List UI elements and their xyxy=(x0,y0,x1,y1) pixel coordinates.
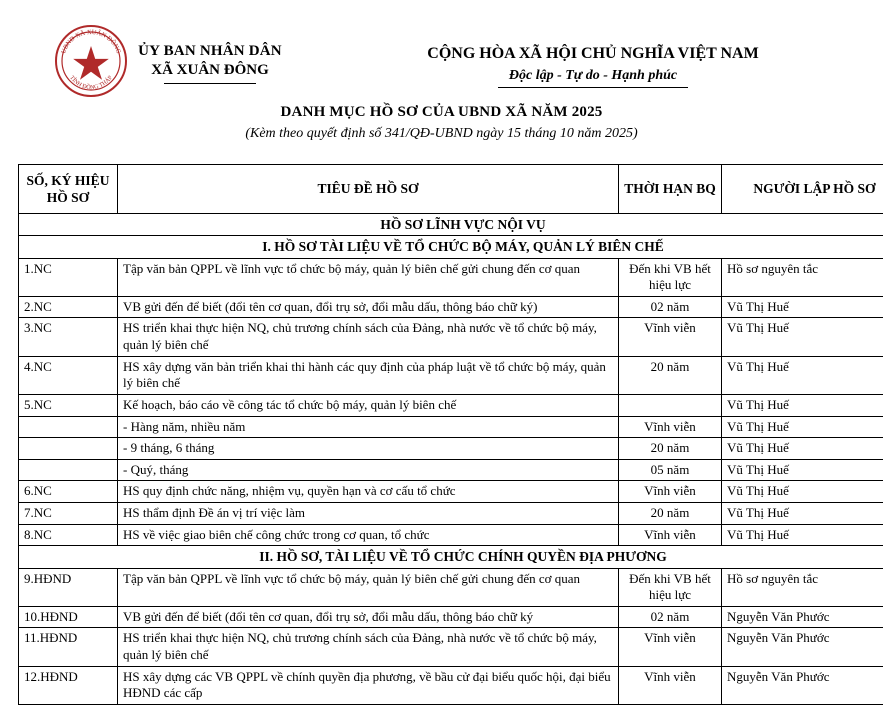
table-row xyxy=(19,394,883,416)
cell-code: 11.HĐND xyxy=(19,628,118,666)
table-row xyxy=(19,459,883,481)
org-name-line1: ỦY BAN NHÂN DÂN xyxy=(90,42,330,61)
table-row xyxy=(19,606,883,628)
cell-title: HS triển khai thực hiện NQ, chủ trương chính sách của Đảng, nhà nước về tổ chức bộ máy, quản lý biên chế xyxy=(118,318,619,356)
cell-person: Nguyễn Văn Phước xyxy=(722,666,883,704)
subsection-title: II. HỒ SƠ, TÀI LIỆU VỀ TỔ CHỨC CHÍNH QUYỀN ĐỊA PHƯƠNG xyxy=(19,546,883,568)
cell-person: Vũ Thị Huế xyxy=(722,459,883,481)
cell-code: 7.NC xyxy=(19,503,118,525)
cell-title: HS quy định chức năng, nhiệm vụ, quyền hạn và cơ cấu tổ chức xyxy=(118,481,619,503)
cell-term: Vĩnh viễn xyxy=(619,628,722,666)
cell-term: 20 năm xyxy=(619,356,722,394)
column-header-term: THỜI HẠN BQ xyxy=(619,165,722,214)
table-row xyxy=(19,481,883,503)
org-name-line2: XÃ XUÂN ĐÔNG xyxy=(90,61,330,80)
cell-person: Vũ Thị Huế xyxy=(722,503,883,525)
cell-code xyxy=(19,416,118,438)
table-subsection-row xyxy=(19,236,883,258)
page-title: DANH MỤC HỒ SƠ CỦA UBND XÃ NĂM 2025 xyxy=(18,104,865,121)
cell-term: Vĩnh viễn xyxy=(619,481,722,503)
subsection-title: I. HỒ SƠ TÀI LIỆU VỀ TỔ CHỨC BỘ MÁY, QUẢN LÝ BIÊN CHẾ xyxy=(19,236,883,258)
cell-title: VB gửi đến để biết (đổi tên cơ quan, đổi trụ sở, đổi mẫu dấu, thông báo chữ ký xyxy=(118,606,619,628)
cell-code: 5.NC xyxy=(19,394,118,416)
records-table xyxy=(18,164,883,705)
cell-code: 9.HĐND xyxy=(19,568,118,606)
cell-term: 20 năm xyxy=(619,503,722,525)
table-row xyxy=(19,258,883,296)
cell-code: 1.NC xyxy=(19,258,118,296)
cell-title: HS xây dựng văn bản triển khai thi hành các quy định của pháp luật về tổ chức bộ máy, quản lý biên chế xyxy=(118,356,619,394)
page-subtitle: (Kèm theo quyết định số 341/QĐ-UBND ngày 15 tháng 10 năm 2025) xyxy=(18,126,865,142)
cell-term: 05 năm xyxy=(619,459,722,481)
table-row xyxy=(19,503,883,525)
column-header-code: SỐ, KÝ HIỆU HỒ SƠ xyxy=(19,165,118,214)
table-row xyxy=(19,318,883,356)
cell-term: 02 năm xyxy=(619,606,722,628)
cell-term: 20 năm xyxy=(619,438,722,460)
cell-title: - 9 tháng, 6 tháng xyxy=(118,438,619,460)
cell-title: HS về việc giao biên chế công chức trong cơ quan, tổ chức xyxy=(118,524,619,546)
cell-person: Vũ Thị Huế xyxy=(722,394,883,416)
table-row xyxy=(19,438,883,460)
issuing-organization xyxy=(90,42,330,84)
cell-person: Vũ Thị Huế xyxy=(722,356,883,394)
cell-term: Vĩnh viễn xyxy=(619,524,722,546)
org-divider xyxy=(164,83,256,84)
table-row xyxy=(19,416,883,438)
cell-code: 6.NC xyxy=(19,481,118,503)
cell-code: 4.NC xyxy=(19,356,118,394)
cell-person: Vũ Thị Huế xyxy=(722,416,883,438)
cell-code: 8.NC xyxy=(19,524,118,546)
national-divider xyxy=(498,87,688,88)
cell-person: Vũ Thị Huế xyxy=(722,318,883,356)
cell-person: Nguyễn Văn Phước xyxy=(722,628,883,666)
national-motto: Độc lập - Tự do - Hạnh phúc xyxy=(388,67,798,85)
cell-person: Vũ Thị Huế xyxy=(722,481,883,503)
cell-title: HS triển khai thực hiện NQ, chủ trương chính sách của Đảng, nhà nước về tổ chức bộ máy, quản lý biên chế xyxy=(118,628,619,666)
cell-person: Hồ sơ nguyên tắc xyxy=(722,258,883,296)
cell-person: Vũ Thị Huế xyxy=(722,524,883,546)
table-body xyxy=(19,214,883,705)
document-header xyxy=(18,0,865,96)
cell-person: Hồ sơ nguyên tắc xyxy=(722,568,883,606)
cell-code: 10.HĐND xyxy=(19,606,118,628)
svg-text:UBND XÃ XUÂN ĐÔNG: UBND XÃ XUÂN ĐÔNG xyxy=(60,29,122,55)
table-row xyxy=(19,296,883,318)
column-header-person: NGƯỜI LẬP HỒ SƠ xyxy=(722,165,883,214)
cell-term: Vĩnh viễn xyxy=(619,318,722,356)
table-row xyxy=(19,666,883,704)
cell-title: - Hàng năm, nhiều năm xyxy=(118,416,619,438)
cell-term xyxy=(619,394,722,416)
table-subsection-row xyxy=(19,546,883,568)
cell-person: Vũ Thị Huế xyxy=(722,438,883,460)
cell-title: Tập văn bản QPPL về lĩnh vực tổ chức bộ máy, quản lý biên chế gửi chung đến cơ quan xyxy=(118,568,619,606)
cell-term: 02 năm xyxy=(619,296,722,318)
national-title: CỘNG HÒA XÃ HỘI CHỦ NGHĨA VIỆT NAM xyxy=(388,44,798,65)
section-title: HỒ SƠ LĨNH VỰC NỘI VỤ xyxy=(19,214,883,236)
table-header-row xyxy=(19,165,883,214)
cell-code: 3.NC xyxy=(19,318,118,356)
cell-code: 2.NC xyxy=(19,296,118,318)
national-heading xyxy=(388,44,798,88)
cell-person: Vũ Thị Huế xyxy=(722,296,883,318)
cell-title: Kế hoạch, báo cáo về công tác tổ chức bộ máy, quản lý biên chế xyxy=(118,394,619,416)
cell-code xyxy=(19,459,118,481)
cell-title: Tập văn bản QPPL về lĩnh vực tổ chức bộ máy, quản lý biên chế gửi chung đến cơ quan xyxy=(118,258,619,296)
cell-term: Đến khi VB hết hiệu lực xyxy=(619,568,722,606)
table-row xyxy=(19,524,883,546)
cell-title: - Quý, tháng xyxy=(118,459,619,481)
cell-title: VB gửi đến để biết (đổi tên cơ quan, đổi trụ sở, đổi mẫu dấu, thông báo chữ ký) xyxy=(118,296,619,318)
cell-code: 12.HĐND xyxy=(19,666,118,704)
cell-term: Vĩnh viễn xyxy=(619,416,722,438)
cell-title: HS xây dựng các VB QPPL về chính quyền địa phương, về bầu cử đại biểu quốc hội, đại biểu HĐND các cấp xyxy=(118,666,619,704)
table-row xyxy=(19,628,883,666)
cell-term: Đến khi VB hết hiệu lực xyxy=(619,258,722,296)
cell-term: Vĩnh viễn xyxy=(619,666,722,704)
svg-text:TỈNH ĐỒNG THÁP: TỈNH ĐỒNG THÁP xyxy=(68,74,114,91)
cell-title: HS thẩm định Đề án vị trí việc làm xyxy=(118,503,619,525)
table-row xyxy=(19,568,883,606)
cell-person: Nguyễn Văn Phước xyxy=(722,606,883,628)
cell-code xyxy=(19,438,118,460)
table-row xyxy=(19,356,883,394)
table-section-row xyxy=(19,214,883,236)
column-header-title: TIÊU ĐỀ HỒ SƠ xyxy=(118,165,619,214)
